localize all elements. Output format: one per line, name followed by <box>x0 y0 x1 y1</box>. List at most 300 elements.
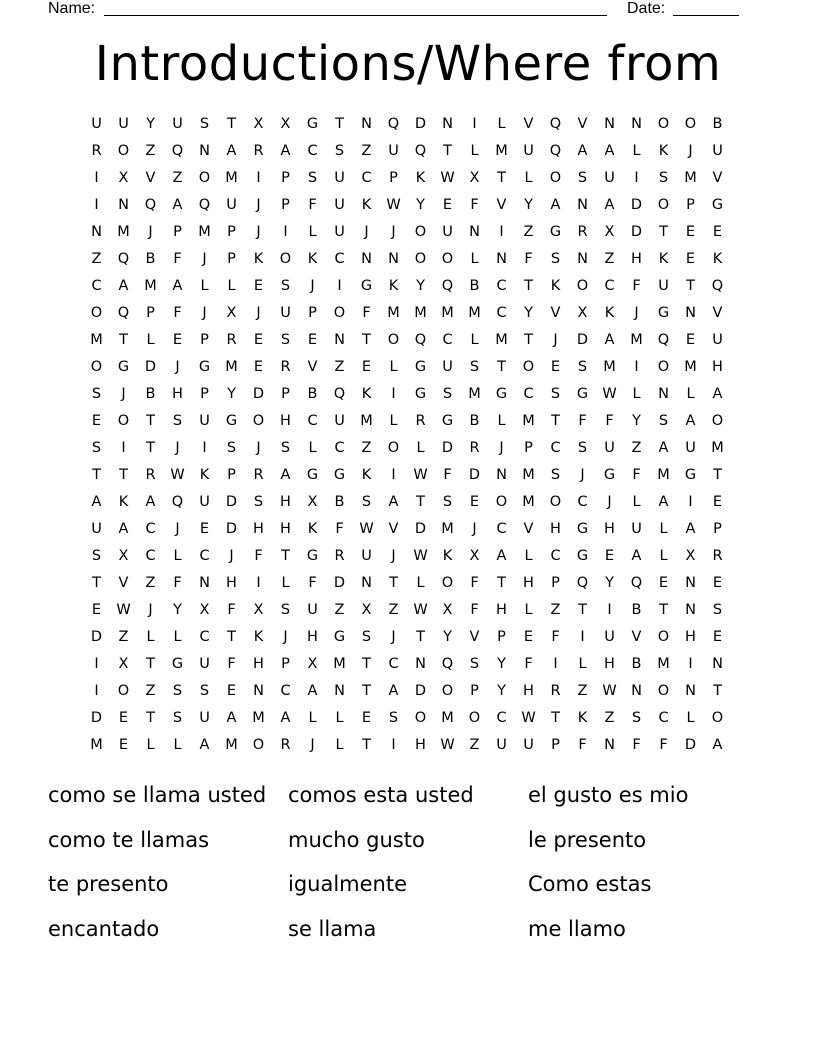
grid-letter[interactable]: Y <box>173 602 182 618</box>
grid-letter[interactable]: B <box>712 116 723 132</box>
grid-letter[interactable]: N <box>496 251 507 267</box>
grid-letter[interactable]: D <box>225 494 238 510</box>
grid-letter[interactable]: W <box>170 467 185 483</box>
grid-letter[interactable]: X <box>685 548 696 564</box>
grid-letter[interactable]: T <box>119 467 128 483</box>
grid-letter[interactable]: B <box>469 278 480 294</box>
grid-letter[interactable]: H <box>604 656 615 672</box>
grid-letter[interactable]: C <box>496 278 507 294</box>
grid-letter[interactable]: J <box>607 494 612 510</box>
grid-letter[interactable]: N <box>685 683 696 699</box>
grid-letter[interactable]: I <box>634 359 639 375</box>
grid-letter[interactable]: X <box>253 602 264 618</box>
grid-letter[interactable]: K <box>604 305 615 321</box>
grid-letter[interactable]: H <box>307 629 318 645</box>
grid-letter[interactable]: F <box>443 467 452 483</box>
grid-letter[interactable]: F <box>254 548 263 564</box>
grid-letter[interactable]: T <box>524 278 533 294</box>
grid-letter[interactable]: L <box>524 602 533 618</box>
grid-letter[interactable]: P <box>146 305 155 321</box>
grid-letter[interactable]: O <box>90 305 103 321</box>
grid-letter[interactable]: R <box>550 683 561 699</box>
grid-letter[interactable]: K <box>442 548 453 564</box>
grid-letter[interactable]: B <box>145 251 156 267</box>
grid-letter[interactable]: X <box>469 548 480 564</box>
grid-letter[interactable]: E <box>712 629 723 645</box>
grid-letter[interactable]: O <box>657 197 670 213</box>
grid-letter[interactable]: L <box>470 251 479 267</box>
grid-letter[interactable]: P <box>551 575 560 591</box>
grid-letter[interactable]: I <box>94 197 99 213</box>
grid-letter[interactable]: J <box>634 305 639 321</box>
grid-letter[interactable]: Q <box>414 332 427 348</box>
grid-letter[interactable]: U <box>334 170 345 186</box>
grid-letter[interactable]: F <box>605 413 614 429</box>
grid-letter[interactable]: D <box>90 629 103 645</box>
grid-letter[interactable]: C <box>145 548 156 564</box>
grid-letter[interactable]: I <box>337 278 342 294</box>
grid-letter[interactable]: M <box>441 710 454 726</box>
grid-letter[interactable]: I <box>94 656 99 672</box>
grid-letter[interactable]: A <box>307 683 318 699</box>
grid-letter[interactable]: A <box>226 143 237 159</box>
grid-letter[interactable]: M <box>333 656 346 672</box>
grid-letter[interactable]: N <box>577 197 588 213</box>
grid-letter[interactable]: P <box>551 737 560 753</box>
grid-letter[interactable]: E <box>658 575 669 591</box>
grid-letter[interactable]: C <box>577 494 588 510</box>
grid-letter[interactable]: W <box>440 170 455 186</box>
grid-letter[interactable]: K <box>550 278 561 294</box>
grid-letter[interactable]: Z <box>145 575 156 591</box>
grid-letter[interactable]: L <box>524 170 533 186</box>
grid-letter[interactable]: U <box>442 359 453 375</box>
grid-letter[interactable]: O <box>657 116 670 132</box>
grid-letter[interactable]: M <box>522 413 535 429</box>
grid-letter[interactable]: O <box>441 251 454 267</box>
grid-letter[interactable]: Y <box>524 197 533 213</box>
grid-letter[interactable]: F <box>335 521 344 537</box>
grid-letter[interactable]: Q <box>549 143 562 159</box>
grid-letter[interactable]: A <box>631 548 642 564</box>
grid-letter[interactable]: U <box>685 440 696 456</box>
grid-letter[interactable]: I <box>121 440 126 456</box>
grid-letter[interactable]: J <box>175 521 180 537</box>
grid-letter[interactable]: K <box>712 251 723 267</box>
grid-letter[interactable]: C <box>496 305 507 321</box>
grid-letter[interactable]: A <box>658 494 669 510</box>
grid-letter[interactable]: L <box>632 143 641 159</box>
grid-letter[interactable]: I <box>688 494 693 510</box>
grid-letter[interactable]: G <box>333 467 346 483</box>
grid-letter[interactable]: M <box>684 359 697 375</box>
grid-letter[interactable]: Q <box>441 278 454 294</box>
grid-letter[interactable]: H <box>712 359 723 375</box>
grid-letter[interactable]: U <box>91 521 102 537</box>
grid-letter[interactable]: T <box>497 170 506 186</box>
grid-letter[interactable]: E <box>91 602 102 618</box>
grid-letter[interactable]: U <box>496 737 507 753</box>
grid-letter[interactable]: J <box>310 278 315 294</box>
grid-letter[interactable]: E <box>226 683 237 699</box>
grid-letter[interactable]: E <box>550 359 561 375</box>
grid-letter[interactable]: Z <box>577 683 588 699</box>
grid-letter[interactable]: U <box>280 305 291 321</box>
grid-letter[interactable]: A <box>226 710 237 726</box>
grid-letter[interactable]: F <box>308 197 317 213</box>
grid-letter[interactable]: O <box>711 413 724 429</box>
grid-letter[interactable]: X <box>442 602 453 618</box>
grid-letter[interactable]: F <box>659 737 668 753</box>
grid-letter[interactable]: R <box>469 440 480 456</box>
grid-letter[interactable]: R <box>415 413 426 429</box>
grid-letter[interactable]: D <box>441 440 454 456</box>
grid-letter[interactable]: Z <box>550 602 561 618</box>
grid-letter[interactable]: V <box>577 116 588 132</box>
grid-letter[interactable]: Z <box>604 710 615 726</box>
grid-letter[interactable]: O <box>414 251 427 267</box>
grid-letter[interactable]: L <box>497 116 506 132</box>
grid-letter[interactable]: T <box>659 224 668 240</box>
grid-letter[interactable]: G <box>306 116 319 132</box>
grid-letter[interactable]: N <box>91 224 102 240</box>
grid-letter[interactable]: P <box>200 332 209 348</box>
grid-letter[interactable]: I <box>391 737 396 753</box>
grid-letter[interactable]: S <box>91 440 102 456</box>
grid-letter[interactable]: O <box>495 494 508 510</box>
grid-letter[interactable]: Z <box>631 440 642 456</box>
grid-letter[interactable]: H <box>631 251 642 267</box>
grid-letter[interactable]: T <box>146 710 155 726</box>
grid-letter[interactable]: P <box>281 197 290 213</box>
grid-letter[interactable]: O <box>657 683 670 699</box>
grid-letter[interactable]: T <box>686 278 695 294</box>
grid-letter[interactable]: N <box>253 683 264 699</box>
grid-letter[interactable]: V <box>712 170 723 186</box>
grid-letter[interactable]: M <box>495 332 508 348</box>
grid-letter[interactable]: Y <box>524 305 533 321</box>
grid-letter[interactable]: B <box>307 386 318 402</box>
grid-letter[interactable]: K <box>361 467 372 483</box>
grid-letter[interactable]: P <box>686 197 695 213</box>
grid-letter[interactable]: Q <box>441 656 454 672</box>
grid-letter[interactable]: F <box>524 251 533 267</box>
grid-letter[interactable]: D <box>576 332 589 348</box>
grid-letter[interactable]: W <box>602 386 617 402</box>
grid-letter[interactable]: L <box>281 575 290 591</box>
grid-letter[interactable]: E <box>685 251 696 267</box>
grid-letter[interactable]: O <box>414 224 427 240</box>
grid-letter[interactable]: L <box>308 224 317 240</box>
grid-letter[interactable]: N <box>442 116 453 132</box>
grid-letter[interactable]: X <box>577 305 588 321</box>
grid-letter[interactable]: M <box>522 494 535 510</box>
grid-letter[interactable]: A <box>388 683 399 699</box>
grid-letter[interactable]: P <box>524 440 533 456</box>
grid-letter[interactable]: S <box>442 494 453 510</box>
grid-letter[interactable]: V <box>550 305 561 321</box>
grid-letter[interactable]: I <box>202 440 207 456</box>
grid-letter[interactable]: Q <box>117 251 130 267</box>
grid-letter[interactable]: Z <box>388 602 399 618</box>
grid-letter[interactable]: F <box>551 629 560 645</box>
grid-letter[interactable]: Q <box>198 197 211 213</box>
grid-letter[interactable]: E <box>685 224 696 240</box>
grid-letter[interactable]: R <box>253 143 264 159</box>
grid-letter[interactable]: P <box>308 305 317 321</box>
grid-letter[interactable]: T <box>524 332 533 348</box>
grid-letter[interactable]: O <box>657 359 670 375</box>
grid-letter[interactable]: I <box>94 683 99 699</box>
grid-letter[interactable]: S <box>199 116 210 132</box>
grid-letter[interactable]: J <box>310 737 315 753</box>
grid-letter[interactable]: N <box>469 224 480 240</box>
grid-letter[interactable]: L <box>632 494 641 510</box>
grid-letter[interactable]: H <box>523 683 534 699</box>
grid-letter[interactable]: C <box>91 278 102 294</box>
grid-letter[interactable]: O <box>117 413 130 429</box>
grid-letter[interactable]: S <box>631 710 642 726</box>
grid-letter[interactable]: L <box>227 278 236 294</box>
grid-letter[interactable]: J <box>121 386 126 402</box>
grid-letter[interactable]: X <box>280 116 291 132</box>
grid-letter[interactable]: G <box>495 386 508 402</box>
grid-letter[interactable]: S <box>658 170 669 186</box>
grid-letter[interactable]: K <box>253 629 264 645</box>
grid-letter[interactable]: U <box>307 602 318 618</box>
grid-letter[interactable]: K <box>577 710 588 726</box>
grid-letter[interactable]: G <box>684 467 697 483</box>
grid-letter[interactable]: O <box>441 575 454 591</box>
grid-letter[interactable]: S <box>226 440 237 456</box>
grid-letter[interactable]: S <box>91 548 102 564</box>
grid-letter[interactable]: E <box>253 359 264 375</box>
grid-letter[interactable]: V <box>469 629 480 645</box>
grid-letter[interactable]: T <box>281 548 290 564</box>
grid-letter[interactable]: A <box>658 440 669 456</box>
grid-letter[interactable]: A <box>118 521 129 537</box>
grid-letter[interactable]: Z <box>118 629 129 645</box>
grid-letter[interactable]: H <box>253 521 264 537</box>
grid-letter[interactable]: Q <box>576 575 589 591</box>
grid-letter[interactable]: S <box>550 467 561 483</box>
grid-letter[interactable]: T <box>443 143 452 159</box>
grid-letter[interactable]: A <box>604 197 615 213</box>
grid-letter[interactable]: U <box>712 143 723 159</box>
grid-letter[interactable]: L <box>146 737 155 753</box>
grid-letter[interactable]: P <box>227 224 236 240</box>
grid-letter[interactable]: O <box>414 710 427 726</box>
grid-letter[interactable]: T <box>227 629 236 645</box>
grid-letter[interactable]: T <box>362 656 371 672</box>
grid-letter[interactable]: Z <box>145 683 156 699</box>
grid-letter[interactable]: C <box>361 170 372 186</box>
grid-letter[interactable]: N <box>415 656 426 672</box>
grid-letter[interactable]: O <box>387 440 400 456</box>
grid-letter[interactable]: D <box>90 710 103 726</box>
grid-letter[interactable]: S <box>442 386 453 402</box>
grid-letter[interactable]: K <box>361 386 372 402</box>
grid-letter[interactable]: G <box>306 467 319 483</box>
grid-letter[interactable]: U <box>604 440 615 456</box>
grid-letter[interactable]: P <box>497 629 506 645</box>
grid-letter[interactable]: S <box>172 683 183 699</box>
grid-letter[interactable]: F <box>632 737 641 753</box>
grid-letter[interactable]: L <box>173 629 182 645</box>
grid-letter[interactable]: T <box>146 413 155 429</box>
grid-letter[interactable]: P <box>281 386 290 402</box>
grid-letter[interactable]: K <box>118 494 129 510</box>
grid-letter[interactable]: D <box>333 575 346 591</box>
grid-letter[interactable]: M <box>684 170 697 186</box>
grid-letter[interactable]: D <box>414 683 427 699</box>
grid-letter[interactable]: M <box>441 305 454 321</box>
grid-letter[interactable]: M <box>90 737 103 753</box>
grid-letter[interactable]: T <box>362 737 371 753</box>
grid-letter[interactable]: I <box>256 170 261 186</box>
grid-letter[interactable]: Y <box>632 413 641 429</box>
grid-letter[interactable]: M <box>657 656 670 672</box>
grid-letter[interactable]: E <box>172 332 183 348</box>
grid-letter[interactable]: I <box>472 116 477 132</box>
grid-letter[interactable]: N <box>361 575 372 591</box>
grid-letter[interactable]: O <box>279 251 292 267</box>
grid-letter[interactable]: U <box>199 494 210 510</box>
grid-letter[interactable]: K <box>307 251 318 267</box>
grid-letter[interactable]: D <box>252 386 265 402</box>
grid-letter[interactable]: R <box>334 548 345 564</box>
grid-letter[interactable]: S <box>469 656 480 672</box>
grid-letter[interactable]: Q <box>171 143 184 159</box>
grid-letter[interactable]: A <box>685 413 696 429</box>
grid-letter[interactable]: N <box>199 575 210 591</box>
grid-letter[interactable]: Z <box>91 251 102 267</box>
grid-letter[interactable]: Z <box>361 143 372 159</box>
grid-letter[interactable]: G <box>333 629 346 645</box>
grid-letter[interactable]: Y <box>443 629 452 645</box>
grid-letter[interactable]: Z <box>523 224 534 240</box>
grid-letter[interactable]: I <box>634 170 639 186</box>
grid-letter[interactable]: C <box>496 521 507 537</box>
grid-letter[interactable]: E <box>712 224 723 240</box>
grid-letter[interactable]: K <box>361 197 372 213</box>
grid-letter[interactable]: B <box>631 656 642 672</box>
grid-letter[interactable]: W <box>386 197 401 213</box>
grid-letter[interactable]: N <box>685 575 696 591</box>
grid-letter[interactable]: Z <box>604 251 615 267</box>
grid-letter[interactable]: J <box>256 305 261 321</box>
grid-letter[interactable]: L <box>335 737 344 753</box>
grid-letter[interactable]: H <box>604 521 615 537</box>
grid-letter[interactable]: N <box>361 251 372 267</box>
grid-letter[interactable]: U <box>334 224 345 240</box>
grid-letter[interactable]: A <box>280 467 291 483</box>
grid-letter[interactable]: N <box>712 656 723 672</box>
grid-letter[interactable]: M <box>495 143 508 159</box>
grid-letter[interactable]: O <box>468 710 481 726</box>
grid-letter[interactable]: J <box>175 359 180 375</box>
grid-letter[interactable]: V <box>496 197 507 213</box>
grid-letter[interactable]: V <box>712 305 723 321</box>
grid-letter[interactable]: G <box>198 359 211 375</box>
grid-letter[interactable]: S <box>469 359 480 375</box>
grid-letter[interactable]: L <box>470 332 479 348</box>
grid-letter[interactable]: L <box>416 440 425 456</box>
grid-letter[interactable]: E <box>199 521 210 537</box>
grid-letter[interactable]: U <box>199 710 210 726</box>
grid-letter[interactable]: N <box>199 143 210 159</box>
grid-letter[interactable]: B <box>469 413 480 429</box>
grid-letter[interactable]: S <box>280 602 291 618</box>
grid-letter[interactable]: O <box>333 305 346 321</box>
grid-letter[interactable]: J <box>202 251 207 267</box>
grid-letter[interactable]: S <box>199 683 210 699</box>
grid-letter[interactable]: M <box>198 224 211 240</box>
grid-letter[interactable]: H <box>523 575 534 591</box>
grid-letter[interactable]: T <box>362 332 371 348</box>
grid-letter[interactable]: I <box>553 656 558 672</box>
grid-letter[interactable]: F <box>227 602 236 618</box>
grid-letter[interactable]: G <box>711 197 724 213</box>
grid-letter[interactable]: U <box>604 170 615 186</box>
grid-letter[interactable]: L <box>659 521 668 537</box>
grid-letter[interactable]: G <box>657 305 670 321</box>
grid-letter[interactable]: T <box>713 683 722 699</box>
grid-letter[interactable]: L <box>146 332 155 348</box>
grid-letter[interactable]: Y <box>416 278 425 294</box>
grid-letter[interactable]: W <box>521 710 536 726</box>
grid-letter[interactable]: H <box>550 521 561 537</box>
grid-letter[interactable]: M <box>225 737 238 753</box>
grid-letter[interactable]: U <box>226 197 237 213</box>
grid-letter[interactable]: E <box>91 413 102 429</box>
grid-letter[interactable]: R <box>226 332 237 348</box>
grid-letter[interactable]: L <box>470 143 479 159</box>
grid-letter[interactable]: T <box>713 467 722 483</box>
grid-letter[interactable]: O <box>684 116 697 132</box>
grid-letter[interactable]: C <box>145 521 156 537</box>
grid-letter[interactable]: N <box>658 386 669 402</box>
grid-letter[interactable]: V <box>631 629 642 645</box>
grid-letter[interactable]: U <box>658 278 669 294</box>
grid-letter[interactable]: E <box>307 332 318 348</box>
grid-letter[interactable]: Z <box>145 143 156 159</box>
grid-letter[interactable]: G <box>360 278 373 294</box>
grid-letter[interactable]: Z <box>361 440 372 456</box>
grid-letter[interactable]: H <box>226 575 237 591</box>
grid-letter[interactable]: R <box>577 224 588 240</box>
grid-letter[interactable]: L <box>659 548 668 564</box>
grid-letter[interactable]: T <box>416 629 425 645</box>
grid-letter[interactable]: O <box>522 359 535 375</box>
grid-letter[interactable]: J <box>256 224 261 240</box>
grid-letter[interactable]: T <box>497 575 506 591</box>
grid-letter[interactable]: C <box>199 629 210 645</box>
grid-letter[interactable]: Q <box>549 116 562 132</box>
grid-letter[interactable]: Q <box>333 386 346 402</box>
grid-letter[interactable]: T <box>335 116 344 132</box>
grid-letter[interactable]: M <box>630 332 643 348</box>
grid-letter[interactable]: V <box>118 575 129 591</box>
grid-letter[interactable]: M <box>468 305 481 321</box>
grid-letter[interactable]: O <box>117 143 130 159</box>
grid-letter[interactable]: G <box>441 413 454 429</box>
grid-letter[interactable]: R <box>280 737 291 753</box>
grid-letter[interactable]: X <box>361 602 372 618</box>
grid-letter[interactable]: C <box>550 440 561 456</box>
grid-letter[interactable]: C <box>307 413 318 429</box>
grid-letter[interactable]: U <box>388 143 399 159</box>
